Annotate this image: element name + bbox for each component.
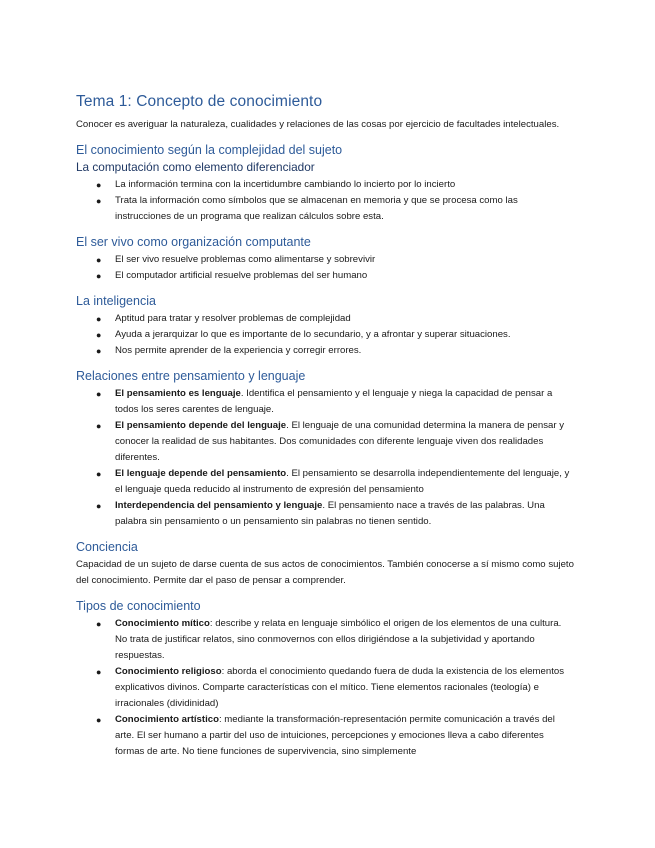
heading-tipos: Tipos de conocimiento [76,599,201,613]
bullet-icon: ● [96,314,102,324]
list-ser-vivo [76,252,574,284]
list-item [76,616,574,664]
bullet-icon: ● [96,469,102,479]
list-item [76,311,574,327]
list-item-text: : describe y relata en lenguaje simbólico el origen de los elementos de una cultura. No trata de justificar relatos, sino conmovernos con ellos dirigiéndose a la subjetividad y aportando respuestas. [115,618,562,661]
list-item-text: Ayuda a jerarquizar lo que es importante de lo secundario, y a afrontar y superar situaciones. [115,329,511,340]
intro-paragraph: Conocer es averiguar la naturaleza, cualidades y relaciones de las cosas por ejercicio de facultades intelectuales. [76,119,560,130]
list-item-text: : mediante la transformación-representación permite comunicación a través del arte. El ser humano a partir del uso de intuiciones, percepciones y emociones lleva a cabo diferentes formas de arte. No tiene funciones de supervivencia, sino simplemente [115,714,555,757]
list-item [76,712,574,760]
bullet-icon: ● [96,346,102,356]
list-inteligencia [76,311,574,359]
subheading-computacion: La computación como elemento diferenciador [76,160,315,174]
list-item [76,466,574,498]
bullet-icon: ● [96,196,102,206]
bullet-icon: ● [96,667,102,677]
list-item-text: El computador artificial resuelve problemas del ser humano [115,270,368,281]
list-item [76,327,574,343]
list-item-text: El ser vivo resuelve problemas como alimentarse y sobrevivir [115,254,376,265]
list-item [76,498,574,530]
list-item-text: . El pensamiento se desarrolla independientemente del lenguaje, y el lenguaje queda reducido al instrumento de expresión del pensamiento [115,468,570,495]
list-item-term: Conocimiento artístico [115,714,219,725]
list-item [76,386,574,418]
list-item-text: Trata la información como símbolos que se almacenan en memoria y que se procesa como las instrucciones de un programa que realizan cálculos sobre esta. [115,195,518,222]
heading-inteligencia: La inteligencia [76,294,156,308]
heading-conciencia: Conciencia [76,540,138,554]
list-item-term: El pensamiento depende del lenguaje [115,420,287,431]
list-item-text: Aptitud para tratar y resolver problemas de complejidad [115,313,351,324]
list-item [76,418,574,466]
bullet-icon: ● [96,255,102,265]
conciencia-paragraph: Capacidad de un sujeto de darse cuenta de sus actos de conocimientos. También conocerse a sí mismo como sujeto del conocimiento. Permite dar el paso de pensar a comprender. [76,559,574,586]
list-item-term: El lenguaje depende del pensamiento [115,468,287,479]
list-item [76,193,574,225]
bullet-icon: ● [96,180,102,190]
heading-ser-vivo: El ser vivo como organización computante [76,235,311,249]
list-item-text: . El lenguaje de una comunidad determina la manera de pensar y conocer la realidad de sus habitantes. Dos comunidades con diferente lenguaje viven dos realidades diferentes. [115,420,565,463]
list-item [76,252,574,268]
bullet-icon: ● [96,501,102,511]
list-item-text: Nos permite aprender de la experiencia y corregir errores. [115,345,362,356]
heading-relaciones: Relaciones entre pensamiento y lenguaje [76,369,306,383]
list-item-term: Conocimiento mítico [115,618,210,629]
document-body [76,92,574,760]
list-item-term: El pensamiento es lenguaje [115,388,241,399]
list-tipos [76,616,574,760]
list-item-text: : aborda el conocimiento quedando fuera de duda la existencia de los elementos explicativos divinos. Comparte características con el mítico. Tiene elementos racionales (teología) e irracionales (dividinidad) [115,666,565,709]
list-relaciones [76,386,574,530]
bullet-icon: ● [96,330,102,340]
bullet-icon: ● [96,619,102,629]
list-item-text: La información termina con la incertidumbre cambiando lo incierto por lo incierto [115,179,456,190]
list-item [76,177,574,193]
bullet-icon: ● [96,389,102,399]
bullet-icon: ● [96,421,102,431]
list-item [76,343,574,359]
list-item-term: Interdependencia del pensamiento y lenguaje [115,500,323,511]
bullet-icon: ● [96,271,102,281]
page-title: Tema 1: Concepto de conocimiento [76,93,323,110]
list-item-text: . Identifica el pensamiento y el lenguaje y niega la capacidad de pensar a todos los seres carentes de lenguaje. [115,388,553,415]
list-item [76,268,574,284]
list-item [76,664,574,712]
heading-complejidad: El conocimiento según la complejidad del sujeto [76,143,343,157]
list-item-term: Conocimiento religioso [115,666,222,677]
bullet-icon: ● [96,715,102,725]
list-item-text: . El pensamiento nace a través de las palabras. Una palabra sin pensamiento o un pensamiento sin palabras no tienen sentido. [115,500,545,527]
list-complejidad [76,177,574,225]
